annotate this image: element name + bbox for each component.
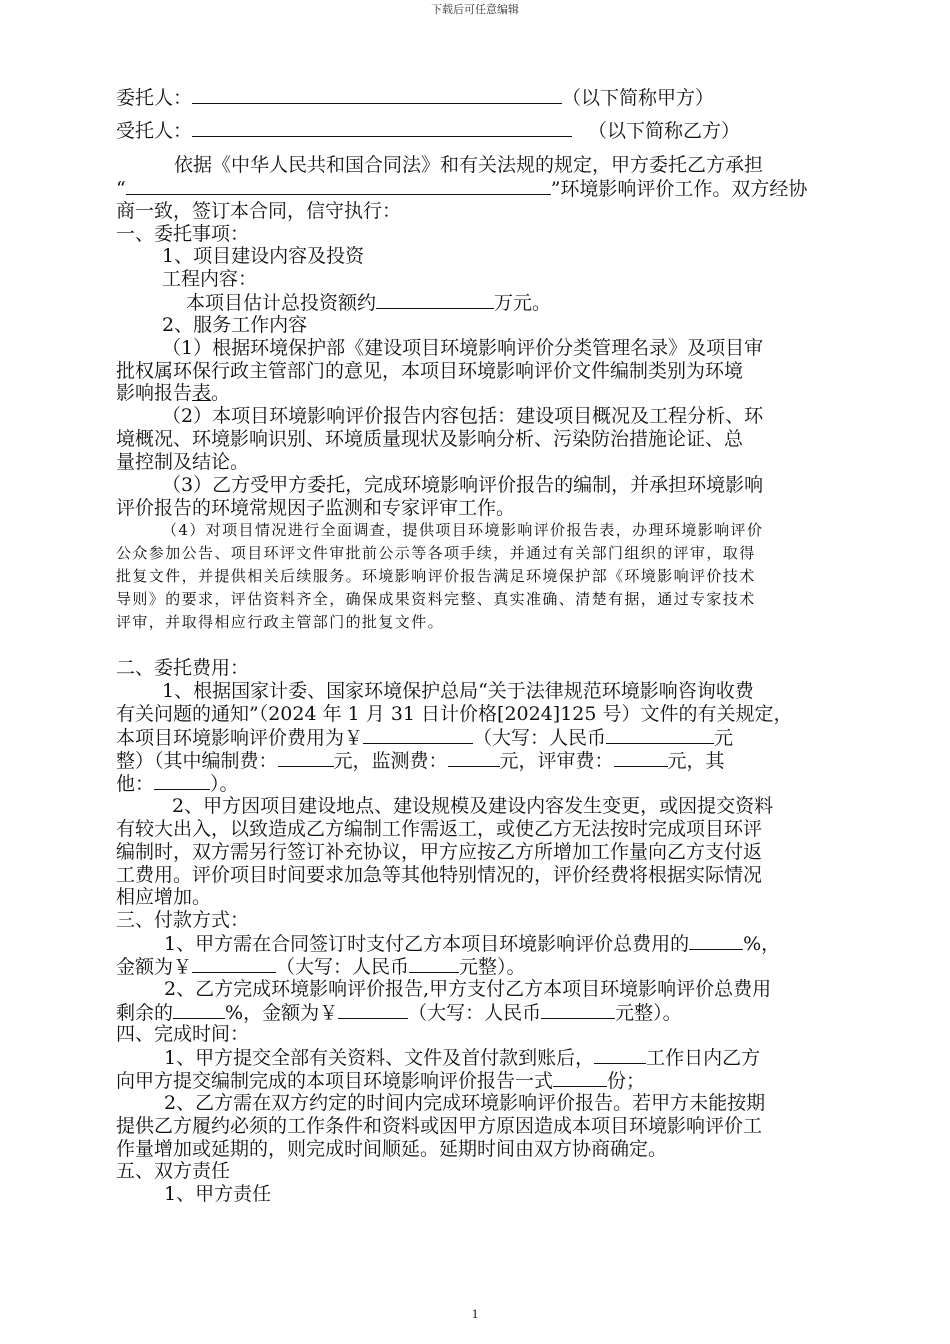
- first-amount-label: 金额为￥: [116, 956, 193, 978]
- s1-p4-line4: 导则》的要求，评估资料齐全，确保成果资料完整、真实准确、清楚有据，通过专家技术: [116, 590, 756, 608]
- s3-p1-line1: [164, 932, 780, 955]
- delivery-days-suffix: 工作日内乙方: [646, 1047, 761, 1069]
- review-fee-blank[interactable]: [614, 749, 668, 767]
- s1-p4-line5: 评审，并取得相应行政主管部门的批复文件。: [116, 613, 445, 631]
- s2-p2-line4: 工费用。评价项目时间要求加急等其他特别情况的，评价经费将根据实际情况: [116, 864, 763, 886]
- project-name-blank[interactable]: [126, 177, 551, 195]
- agent-label: 受托人：: [116, 120, 193, 142]
- first-amount-blank[interactable]: [192, 955, 276, 973]
- copies-suffix: 份；: [607, 1070, 646, 1092]
- compile-fee-blank[interactable]: [278, 749, 334, 767]
- intro-line-3: 商一致，签订本合同，信守执行：: [116, 200, 402, 222]
- client-suffix: （以下简称甲方）: [562, 87, 715, 109]
- other-fee-blank[interactable]: [154, 772, 210, 790]
- s4-p1-line2: [116, 1069, 645, 1092]
- client-line: [116, 86, 714, 109]
- first-payment-percent-blank[interactable]: [689, 932, 743, 950]
- review-fee-label: 元，评审费：: [499, 750, 614, 772]
- agent-name-blank[interactable]: [192, 119, 572, 137]
- s4-p1-line1: [164, 1046, 760, 1069]
- intro-line-2-rest: ”环境影响评价工作。双方经协: [550, 178, 808, 200]
- fee-amount-blank[interactable]: [363, 726, 473, 744]
- intro-line-2: [116, 177, 807, 200]
- s1-p4-line1: （4）对项目情况进行全面调查，提供项目环境影响评价报告表，办理环境影响评价: [162, 521, 764, 539]
- remaining-close: 元整）。: [615, 1002, 682, 1024]
- first-payment-text: 1、甲方需在合同签订时支付乙方本项目环境影响评价总费用的: [164, 933, 690, 955]
- monitor-fee-label: 元，监测费：: [333, 750, 448, 772]
- s2-p1-line5: [116, 772, 239, 795]
- header-note: 下载后可任意编辑: [431, 3, 519, 16]
- first-amount-close: 元整）。: [459, 956, 526, 978]
- investment-line: [186, 291, 551, 314]
- compile-fee-label: 整）（其中编制费：: [116, 750, 278, 772]
- section3-heading: 三、付款方式：: [116, 909, 250, 931]
- investment-prefix: 本项目估计总投资额约: [186, 292, 377, 314]
- report-type-underlined: 表: [192, 382, 212, 404]
- remaining-uppercase-label: （大写：人民币: [408, 1002, 542, 1024]
- s2-p1-line1: 1、根据国家计委、国家环境保护总局“关于法律规范环境影响咨询收费: [162, 680, 754, 702]
- intro-line-1: 依据《中华人民共和国合同法》和有关法规的规定，甲方委托乙方承担: [174, 154, 764, 176]
- s1-p4-line3: 批复文件，并提供相关后续服务。环境影响评价报告满足环境保护部《环境影响评价技术: [116, 567, 756, 585]
- section1-heading: 一、委托事项：: [116, 223, 250, 245]
- remaining-uppercase-blank[interactable]: [541, 1001, 615, 1019]
- s4-p2-line3: 作量增加或延期的，则完成时间顺延。延期时间由双方协商确定。: [116, 1138, 668, 1160]
- project-content-label: 工程内容：: [162, 268, 258, 290]
- remaining-percent-blank[interactable]: [173, 1001, 225, 1019]
- fee-prefix: 本项目环境影响评价费用为￥: [116, 727, 364, 749]
- s2-p2-line3: 编制时，双方需另行签订补充协议，甲方应按乙方所增加工作量向乙方支付返: [116, 841, 763, 863]
- copies-text: 向甲方提交编制完成的本项目环境影响评价报告一式: [116, 1070, 554, 1092]
- s4-p2-line1: 2、乙方需在双方约定的时间内完成环境影响评价报告。若甲方未能按期: [164, 1092, 766, 1114]
- investment-blank[interactable]: [376, 291, 494, 309]
- open-quote: “: [116, 178, 126, 200]
- s2-p2-line5: 相应增加。: [116, 886, 212, 908]
- fee-uppercase-label: （大写：人民币: [473, 727, 607, 749]
- copies-blank[interactable]: [553, 1069, 607, 1087]
- section2-heading: 二、委托费用：: [116, 657, 250, 679]
- remaining-amount-blank[interactable]: [338, 1001, 408, 1019]
- s2-p1-line4: [116, 749, 725, 772]
- first-amount-uppercase-blank[interactable]: [409, 955, 459, 973]
- section1-item2-title: 2、服务工作内容: [162, 314, 308, 336]
- fee-yuan: 元: [714, 727, 734, 749]
- s1-p1-line3-a: 影响报告: [116, 382, 193, 404]
- other-fee-label-b: 他：: [116, 773, 155, 795]
- section5-item1: 1、甲方责任: [164, 1183, 272, 1205]
- s1-p1-line3: [116, 382, 230, 404]
- s3-p1-line2: [116, 955, 526, 978]
- client-label: 委托人：: [116, 87, 193, 109]
- client-name-blank[interactable]: [192, 86, 562, 104]
- monitor-fee-blank[interactable]: [448, 749, 500, 767]
- s3-p2-line2: [116, 1001, 682, 1024]
- delivery-days-text: 1、甲方提交全部有关资料、文件及首付款到账后，: [164, 1047, 595, 1069]
- agent-suffix: （以下简称乙方）: [588, 120, 741, 142]
- s1-p4-line2: 公众参加公告、项目环评文件审批前公示等各项手续，并通过有关部门组织的评审，取得: [116, 544, 756, 562]
- remaining-amount-label: %，金额为￥: [225, 1002, 339, 1024]
- other-fee-label-a: 元，其: [667, 750, 725, 772]
- s1-p3-line2: 评价报告的环境常规因子监测和专家评审工作。: [116, 497, 516, 519]
- s4-p2-line2: 提供乙方履约必须的工作条件和资料或因甲方原因造成本项目环境影响评价工: [116, 1115, 763, 1137]
- fee-uppercase-blank[interactable]: [606, 726, 714, 744]
- s2-p1-line2: 有关问题的通知”（2024 年 1 月 31 日计价格[2024]125 号）文件的有关规定，: [116, 703, 793, 725]
- s1-p2-line3: 量控制及结论。: [116, 451, 250, 473]
- s1-p1-line1: （1）根据环境保护部《建设项目环境影响评价分类管理名录》及项目审: [162, 337, 764, 359]
- s1-p2-line1: （2）本项目环境影响评价报告内容包括：建设项目概况及工程分析、环: [162, 405, 764, 427]
- s1-p2-line2: 境概况、环境影响识别、环境质量现状及影响分析、污染防治措施论证、总: [116, 428, 744, 450]
- s1-p1-line3-c: 。: [211, 382, 231, 404]
- s2-p1-line3: [116, 726, 733, 749]
- agent-line: [116, 119, 740, 142]
- investment-suffix: 万元。: [494, 292, 552, 314]
- s2-p2-line1: 2、甲方因项目建设地点、建设规模及建设内容发生变更，或因提交资料: [172, 795, 774, 817]
- s1-p1-line2: 批权属环保行政主管部门的意见，本项目环境影响评价文件编制类别为环境: [116, 360, 744, 382]
- other-fee-close: ）。: [210, 773, 239, 795]
- s2-p2-line2: 有较大出入，以致造成乙方编制工作需返工，或使乙方无法按时完成项目环评: [116, 818, 763, 840]
- first-payment-percent-sign: %，: [743, 933, 781, 955]
- first-amount-uppercase-label: （大写：人民币: [276, 956, 410, 978]
- section5-heading: 五、双方责任: [116, 1160, 231, 1182]
- remaining-label: 剩余的: [116, 1002, 174, 1024]
- section4-heading: 四、完成时间：: [116, 1023, 250, 1045]
- delivery-days-blank[interactable]: [594, 1046, 646, 1064]
- page-number: 1: [471, 1306, 479, 1321]
- s3-p2-line1: 2、乙方完成环境影响评价报告,甲方支付乙方本项目环境影响评价总费用: [164, 978, 772, 1000]
- s1-p3-line1: （3）乙方受甲方委托，完成环境影响评价报告的编制，并承担环境影响: [162, 474, 764, 496]
- section1-item1-title: 1、项目建设内容及投资: [162, 245, 365, 267]
